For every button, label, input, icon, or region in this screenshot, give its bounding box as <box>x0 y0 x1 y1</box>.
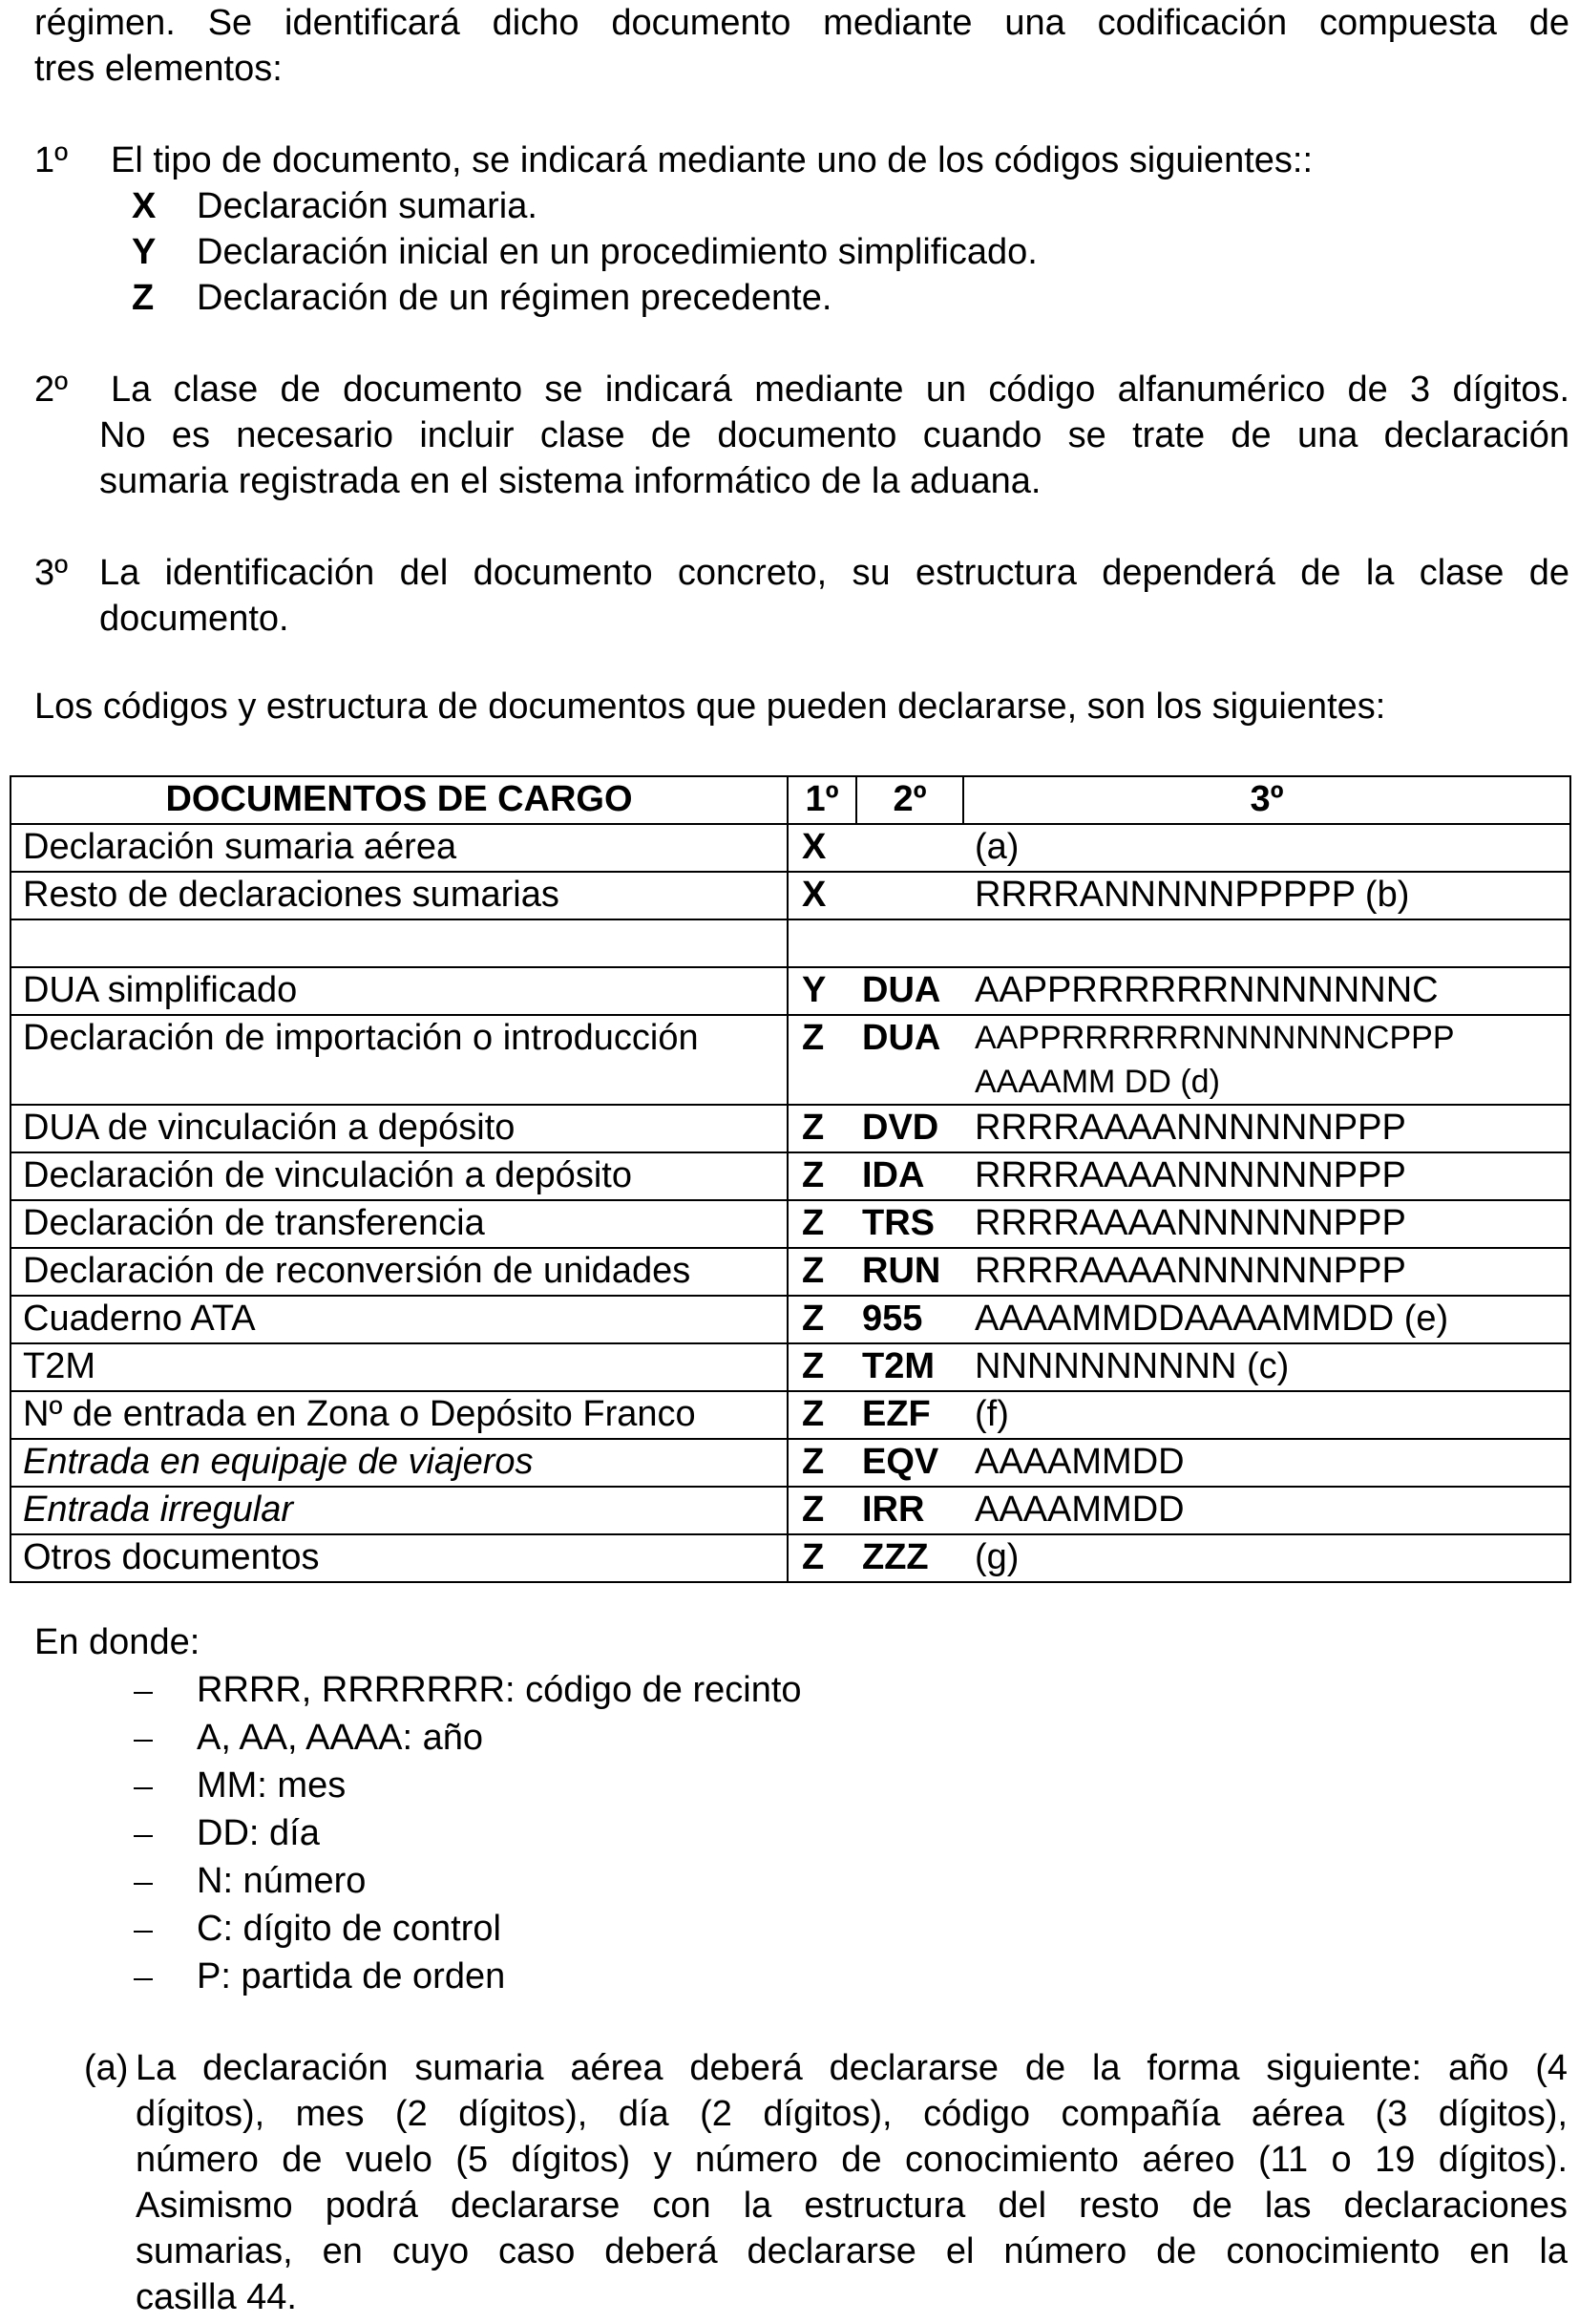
table-row <box>11 1015 1570 1105</box>
step2-line-3: sumaria registrada en el sistema informático de la aduana. <box>99 461 1042 501</box>
cell-document: Declaración sumaria aérea <box>11 824 788 872</box>
cell-document: T2M <box>11 1343 788 1391</box>
note-a-line-1: La declaración sumaria aérea deberá declararse de la forma siguiente: año (4 <box>136 2048 1568 2088</box>
step2-line-1: La clase de documento se indicará mediante un código alfanumérico de 3 dígitos. <box>111 370 1569 410</box>
table-row <box>11 1152 1570 1200</box>
code-y: Y <box>132 232 157 272</box>
cell-document: DUA simplificado <box>11 967 788 1015</box>
cell-type: Z <box>788 1343 856 1391</box>
cell-structure <box>963 1015 1570 1105</box>
table-row <box>11 1200 1570 1248</box>
step1-text: El tipo de documento, se indicará mediante uno de los códigos siguientes:: <box>111 140 1314 180</box>
note-a-line-5: sumarias, en cuyo caso deberá declararse el número de conocimiento en la <box>136 2231 1568 2271</box>
table-intro: Los códigos y estructura de documentos que pueden declararse, son los siguientes: <box>34 687 1386 727</box>
dash-bullet-icon <box>134 1740 153 1742</box>
documents-table <box>10 775 1571 1583</box>
cell-class: DVD <box>856 1105 963 1152</box>
header-3: 3º <box>963 776 1570 824</box>
note-a-line-4: Asimismo podrá declararse con la estructura del resto de las declaraciones <box>136 2186 1568 2226</box>
step3-line-2: documento. <box>99 599 289 639</box>
cell-structure: AAAAMMDD <box>963 1439 1570 1487</box>
cell-structure: RRRRAAAANNNNNNPPP <box>963 1152 1570 1200</box>
code-z-label: Declaración de un régimen precedente. <box>197 278 832 318</box>
cell-type: Z <box>788 1391 856 1439</box>
table-row <box>11 1248 1570 1296</box>
cell-document: Cuaderno ATA <box>11 1296 788 1343</box>
dash-bullet-icon <box>134 1883 153 1885</box>
cell-class: DUA <box>856 1015 963 1105</box>
cell-type: Z <box>788 1200 856 1248</box>
cell-type: X <box>788 872 856 919</box>
cell-document: Declaración de importación o introducción <box>11 1015 788 1105</box>
cell-structure: (f) <box>963 1391 1570 1439</box>
cell-type: Z <box>788 1248 856 1296</box>
legend-item: N: número <box>197 1861 367 1901</box>
cell-type: Z <box>788 1487 856 1534</box>
intro-line-1: régimen. Se identificará dicho documento mediante una codificación compuesta de <box>34 3 1569 43</box>
cell-structure: RRRRANNNNNPPPPP (b) <box>963 872 1570 919</box>
cell-structure: RRRRAAAANNNNNNPPP <box>963 1200 1570 1248</box>
table-row <box>11 1391 1570 1439</box>
header-2: 2º <box>856 776 963 824</box>
dash-bullet-icon <box>134 1835 153 1837</box>
table-row <box>11 1439 1570 1487</box>
table-row-empty <box>11 919 1570 967</box>
step1-number: 1º <box>34 140 69 180</box>
legend-item: P: partida de orden <box>197 1956 506 1997</box>
code-x-label: Declaración sumaria. <box>197 186 537 226</box>
cell-structure-line-2: AAAAMM DD (d) <box>975 1064 1220 1100</box>
legend-item: MM: mes <box>197 1765 347 1806</box>
cell-document: Nº de entrada en Zona o Depósito Franco <box>11 1391 788 1439</box>
dash-bullet-icon <box>134 1692 153 1694</box>
cell-class: EZF <box>856 1391 963 1439</box>
cell-type <box>788 919 856 967</box>
table-row <box>11 1487 1570 1534</box>
legend-item: A, AA, AAAA: año <box>197 1718 483 1758</box>
code-y-label: Declaración inicial en un procedimiento simplificado. <box>197 232 1038 272</box>
cell-document <box>11 919 788 967</box>
cell-document: DUA de vinculación a depósito <box>11 1105 788 1152</box>
cell-class: IDA <box>856 1152 963 1200</box>
cell-class: 955 <box>856 1296 963 1343</box>
intro-line-2: tres elementos: <box>34 49 283 89</box>
table-row <box>11 1343 1570 1391</box>
header-documentos: DOCUMENTOS DE CARGO <box>11 776 788 824</box>
cell-structure <box>963 919 1570 967</box>
step3-number: 3º <box>34 553 69 593</box>
cell-class: T2M <box>856 1343 963 1391</box>
dash-bullet-icon <box>134 1978 153 1980</box>
dash-bullet-icon <box>134 1931 153 1933</box>
step2-number: 2º <box>34 370 69 410</box>
cell-structure: RRRRAAAANNNNNNPPP <box>963 1105 1570 1152</box>
legend-item: C: dígito de control <box>197 1909 501 1949</box>
cell-structure: RRRRAAAANNNNNNPPP <box>963 1248 1570 1296</box>
cell-class <box>856 872 963 919</box>
cell-document: Declaración de transferencia <box>11 1200 788 1248</box>
table-header-row <box>11 776 1570 824</box>
cell-structure: AAAAMMDD <box>963 1487 1570 1534</box>
cell-type: X <box>788 824 856 872</box>
legend-item: DD: día <box>197 1813 320 1853</box>
cell-document: Resto de declaraciones sumarias <box>11 872 788 919</box>
code-z: Z <box>132 278 155 318</box>
note-a-line-3: número de vuelo (5 dígitos) y número de conocimiento aéreo (11 o 19 dígitos). <box>136 2140 1568 2180</box>
cell-document: Otros documentos <box>11 1534 788 1582</box>
cell-type: Z <box>788 1534 856 1582</box>
note-a-line-2: dígitos), mes (2 dígitos), día (2 dígitos), código compañía aérea (3 dígitos), <box>136 2094 1568 2134</box>
cell-structure: NNNNNNNNNN (c) <box>963 1343 1570 1391</box>
cell-type: Z <box>788 1105 856 1152</box>
cell-class: TRS <box>856 1200 963 1248</box>
cell-structure: AAAAMMDDAAAAMMDD (e) <box>963 1296 1570 1343</box>
cell-class: ZZZ <box>856 1534 963 1582</box>
header-1: 1º <box>788 776 856 824</box>
cell-class: EQV <box>856 1439 963 1487</box>
cell-document: Declaración de reconversión de unidades <box>11 1248 788 1296</box>
note-a-line-6: casilla 44. <box>136 2277 297 2317</box>
step2-line-2: No es necesario incluir clase de documento cuando se trate de una declaración <box>99 415 1569 455</box>
cell-type: Z <box>788 1152 856 1200</box>
cell-type: Z <box>788 1015 856 1105</box>
table-row <box>11 1534 1570 1582</box>
table-row <box>11 1105 1570 1152</box>
legend-item: RRRR, RRRRRRR: código de recinto <box>197 1670 802 1710</box>
cell-type: Y <box>788 967 856 1015</box>
legend-title: En donde: <box>34 1622 200 1662</box>
cell-class: RUN <box>856 1248 963 1296</box>
cell-class <box>856 824 963 872</box>
table-row <box>11 824 1570 872</box>
cell-class <box>856 919 963 967</box>
cell-structure: (a) <box>963 824 1570 872</box>
cell-type: Z <box>788 1296 856 1343</box>
table-row <box>11 872 1570 919</box>
cell-structure: AAPPRRRRRRNNNNNNNC <box>963 967 1570 1015</box>
cell-document: Entrada irregular <box>11 1487 788 1534</box>
cell-class: IRR <box>856 1487 963 1534</box>
code-x: X <box>132 186 157 226</box>
cell-class: DUA <box>856 967 963 1015</box>
table-row <box>11 967 1570 1015</box>
dash-bullet-icon <box>134 1787 153 1789</box>
cell-structure: (g) <box>963 1534 1570 1582</box>
table-row <box>11 1296 1570 1343</box>
cell-document: Entrada en equipaje de viajeros <box>11 1439 788 1487</box>
cell-type: Z <box>788 1439 856 1487</box>
cell-document: Declaración de vinculación a depósito <box>11 1152 788 1200</box>
step3-line-1: La identificación del documento concreto, su estructura dependerá de la clase de <box>99 553 1569 593</box>
note-a-marker: (a) <box>84 2048 129 2088</box>
cell-structure-line-1: AAPPRRRRRRNNNNNNNCPPP <box>975 1020 1455 1056</box>
